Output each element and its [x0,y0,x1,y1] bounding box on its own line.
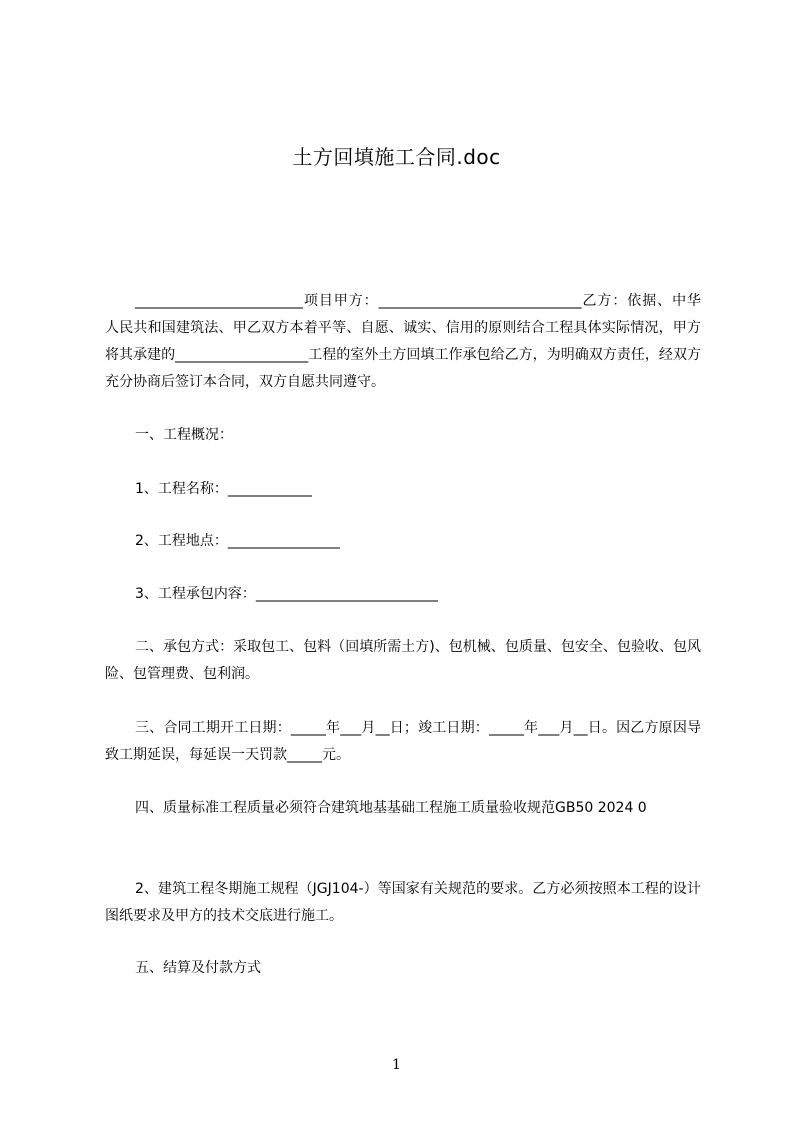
document-title: 土方回填施工合同.doc [292,145,501,169]
page-number: 1 [392,1057,401,1073]
item-project-name: 1、工程名称：____________ [135,481,312,497]
section-3-paragraph: 三、合同工期开工日期：_____年___月__日；竣工日期：_____年___月__日。因乙方原因导致工期延误，每延误一天罚款_____元。 [105,720,701,763]
item-contract-scope: 3、工程承包内容：__________________________ [135,586,438,602]
intro-paragraph: ________________________项目甲方：_____________________________乙方：依据、中华人民共和国建筑法、甲乙双方本着平等、自愿、诚实、信用的原则结合工程具体实际情况，甲方将其承建的___________________工程的室外土方回填工作承包给乙方，为明确双方责任，经双方充分协商后签订本合同，双方自愿共同遵守。 [105,293,701,390]
section-1-heading: 一、工程概况： [135,427,233,443]
section-5-heading: 五、结算及付款方式 [135,960,261,976]
section-4-paragraph: 四、质量标准工程质量必须符合建筑地基基础工程施工质量验收规范GB50 2024 0 [135,800,647,816]
section-2-paragraph: 二、承包方式：采取包工、包料（回填所需土方)、包机械、包质量、包安全、包验收、包风险、包管理费、包利润。 [105,639,701,682]
section-4-item-2-paragraph: 2、建筑工程冬期施工规程（JGJ104-）等国家有关规范的要求。乙方必须按照本工程的设计图纸要求及甲方的技术交底进行施工。 [105,881,701,924]
item-project-location: 2、工程地点：________________ [135,533,340,549]
